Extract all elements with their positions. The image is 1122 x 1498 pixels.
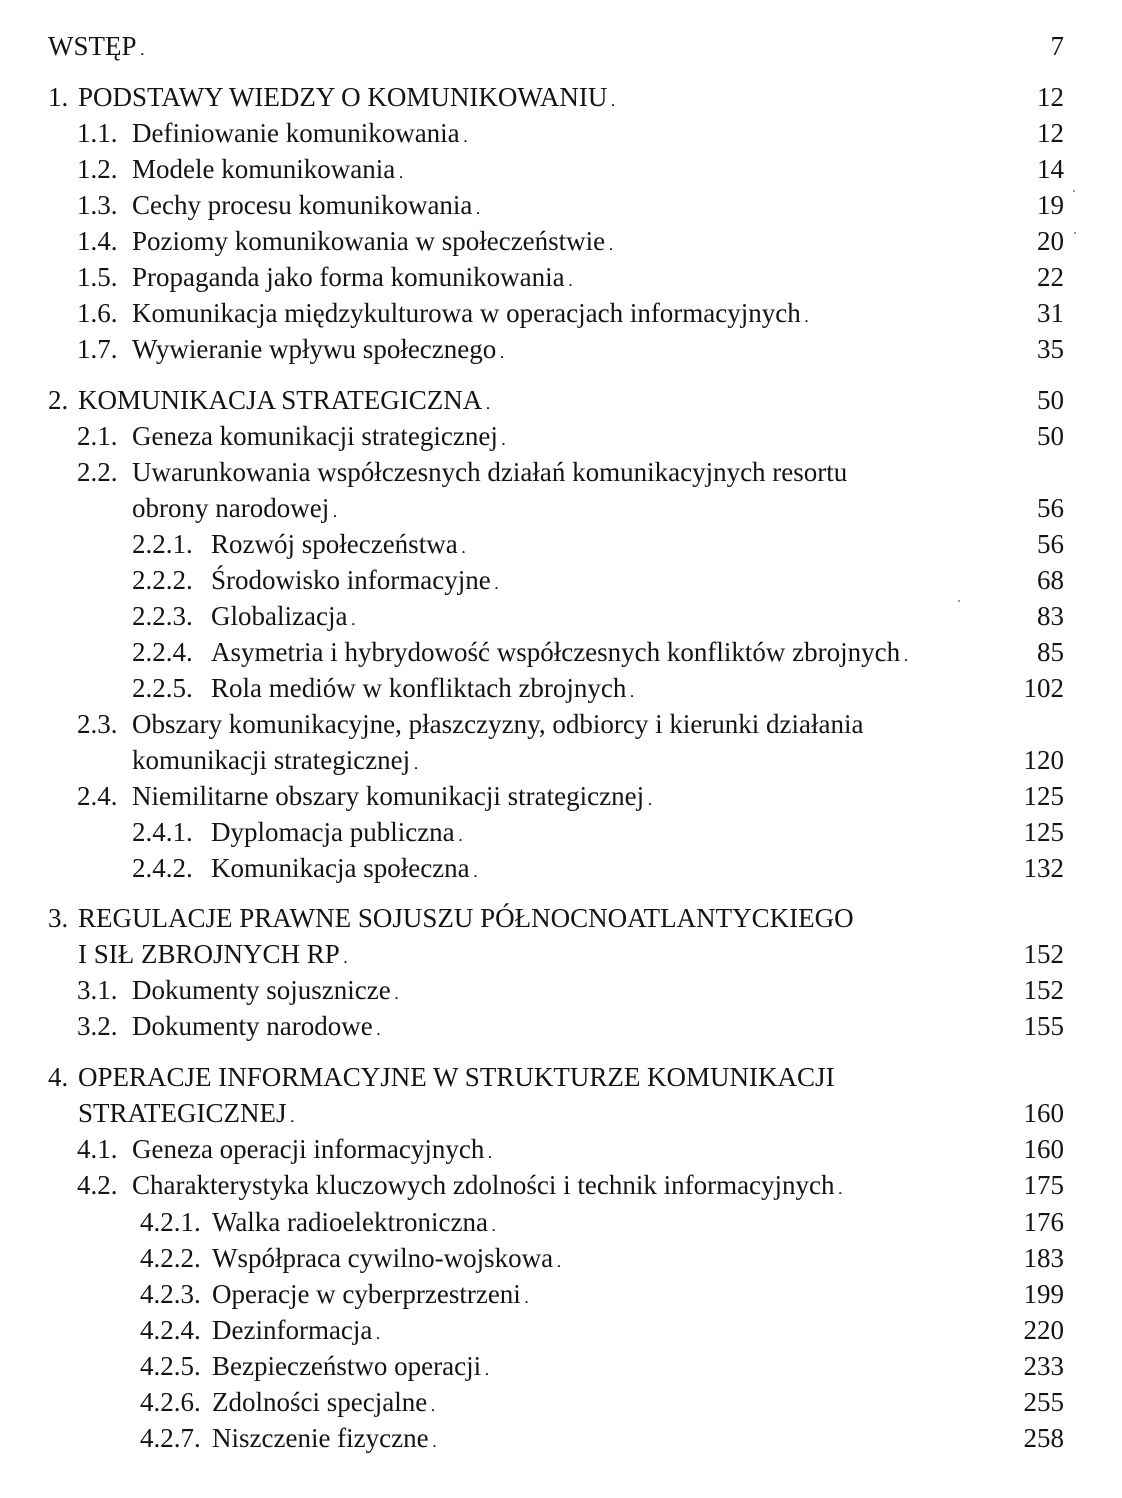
toc-title: komunikacji strategicznej [132, 745, 411, 775]
toc-entry [140, 1420, 1064, 1456]
toc-number: 1.5. [77, 262, 118, 292]
scan-speck [1074, 232, 1076, 234]
toc-title: I SIŁ ZBROJNYCH RP [78, 939, 340, 969]
toc-number: 2.2.3. [132, 601, 193, 631]
leader-dots [486, 382, 1033, 418]
toc-page-number: 12 [1037, 82, 1064, 112]
toc-number: 4.2.5. [140, 1351, 201, 1381]
toc-entry-wstep [48, 28, 1064, 64]
toc-page-number: 56 [1037, 529, 1064, 559]
toc-page-number: 199 [1023, 1279, 1064, 1309]
toc-page-number: 20 [1037, 226, 1064, 256]
toc-page-number: 12 [1037, 118, 1064, 148]
toc-title: Dezinformacja [212, 1315, 373, 1345]
leader-dots [648, 778, 1019, 814]
toc-page-number: 85 [1037, 637, 1064, 667]
toc-page-number: 132 [1023, 853, 1064, 883]
toc-entry [140, 1240, 1064, 1276]
leader-dots [431, 1384, 1019, 1420]
toc-page-number: 152 [1023, 975, 1064, 1005]
toc-title: Globalizacja [211, 601, 348, 631]
toc-title: Dokumenty sojusznicze [132, 975, 391, 1005]
toc-page-number: 155 [1023, 1011, 1064, 1041]
leader-dots [333, 490, 1033, 526]
toc-page-number: 125 [1023, 817, 1064, 847]
toc-entry [140, 1312, 1064, 1348]
toc-title: Poziomy komunikowania w społeczeństwie [132, 226, 606, 256]
toc-title: Cechy procesu komunikowania [132, 190, 473, 220]
leader-dots [488, 1131, 1019, 1167]
toc-number: 1. [48, 82, 69, 112]
toc-number: 2.4.1. [132, 817, 193, 847]
leader-dots [291, 1095, 1020, 1131]
toc-title: Rola mediów w konfliktach zbrojnych [211, 673, 627, 703]
toc-title: Definiowanie komunikowania [132, 118, 460, 148]
toc-number: 3. [48, 903, 69, 933]
toc-entry [77, 259, 1064, 295]
toc-entry [77, 295, 1064, 331]
toc-number: 4. [48, 1062, 69, 1092]
scan-speck [1073, 190, 1075, 192]
toc-title: Komunikacja międzykulturowa w operacjach informacyjnych [132, 298, 801, 328]
toc-chapter-4 [78, 1095, 1064, 1131]
leader-dots [485, 1348, 1019, 1384]
toc-entry [77, 972, 1064, 1008]
toc-number: 3.2. [77, 1011, 118, 1041]
leader-dots [569, 259, 1033, 295]
toc-title: Uwarunkowania współczesnych działań komunikacyjnych resortu [132, 457, 848, 487]
toc-title: OPERACJE INFORMACYJNE W STRUKTURZE KOMUNIKACJI [78, 1062, 835, 1092]
toc-entry [77, 1167, 1064, 1203]
leader-dots [502, 418, 1033, 454]
leader-dots [433, 1420, 1020, 1456]
leader-dots [476, 187, 1033, 223]
scan-speck [958, 600, 960, 602]
toc-number: 4.2.7. [140, 1423, 201, 1453]
toc-entry [77, 223, 1064, 259]
leader-dots [474, 850, 1020, 886]
leader-dots [351, 598, 1033, 634]
toc-title: REGULACJE PRAWNE SOJUSZU PÓŁNOCNOATLANTYCKIEGO [78, 903, 854, 933]
toc-entry [132, 814, 1064, 850]
toc-chapter-3-first-line [48, 900, 854, 936]
toc-page-number: 50 [1037, 421, 1064, 451]
toc-number: 1.2. [77, 154, 118, 184]
toc-title: Geneza operacji informacyjnych [132, 1134, 485, 1164]
leader-dots [462, 526, 1033, 562]
toc-title: Niemilitarne obszary komunikacji strategicznej [132, 781, 645, 811]
toc-entry [132, 634, 1064, 670]
toc-entry [140, 1276, 1064, 1312]
toc-title: Dyplomacja publiczna [211, 817, 455, 847]
toc-title: Operacje w cyberprzestrzeni [212, 1279, 521, 1309]
leader-dots [904, 634, 1033, 670]
leader-dots [500, 331, 1033, 367]
toc-chapter-1 [48, 79, 1064, 115]
toc-entry [140, 1204, 1064, 1240]
toc-page-number: 160 [1023, 1098, 1064, 1128]
leader-dots [395, 972, 1020, 1008]
leader-dots [399, 151, 1033, 187]
toc-number: 1.7. [77, 334, 118, 364]
toc-number: 2.1. [77, 421, 118, 451]
leader-dots [492, 1204, 1020, 1240]
leader-dots [376, 1312, 1019, 1348]
toc-title: Geneza komunikacji strategicznej [132, 421, 498, 451]
toc-number: 2. [48, 385, 69, 415]
leader-dots [344, 936, 1020, 972]
toc-number: 4.2. [77, 1170, 118, 1200]
toc-entry [77, 115, 1064, 151]
toc-title: Propaganda jako forma komunikowania [132, 262, 565, 292]
leader-dots [630, 670, 1019, 706]
toc-entry [77, 331, 1064, 367]
toc-page-number: 50 [1037, 385, 1064, 415]
toc-title: Modele komunikowania [132, 154, 396, 184]
toc-number: 2.2. [77, 457, 118, 487]
toc-title: Rozwój społeczeństwa [211, 529, 458, 559]
leader-dots [495, 562, 1033, 598]
leader-dots [459, 814, 1020, 850]
toc-page-number: 7 [1050, 31, 1064, 61]
toc-number: 4.2.6. [140, 1387, 201, 1417]
toc-title: Współpraca cywilno-wojskowa [212, 1243, 554, 1273]
toc-entry [140, 1348, 1064, 1384]
toc-title: Walka radioelektroniczna [212, 1207, 488, 1237]
toc-page-number: 56 [1037, 493, 1064, 523]
leader-dots [377, 1008, 1020, 1044]
toc-page-number: 220 [1023, 1315, 1064, 1345]
toc-entry [140, 1384, 1064, 1420]
toc-page-number: 35 [1037, 334, 1064, 364]
toc-chapter-2 [48, 382, 1064, 418]
toc-title: Obszary komunikacyjne, płaszczyzny, odbiorcy i kierunki działania [132, 709, 864, 739]
toc-title: STRATEGICZNEJ [78, 1098, 287, 1128]
toc-number: 4.2.2. [140, 1243, 201, 1273]
leader-dots [525, 1276, 1020, 1312]
toc-page-number: 68 [1037, 565, 1064, 595]
toc-title: Wywieranie wpływu społecznego [132, 334, 497, 364]
toc-number: 2.2.2. [132, 565, 193, 595]
toc-number: 1.4. [77, 226, 118, 256]
toc-entry-first-line [77, 454, 847, 490]
toc-number: 4.2.3. [140, 1279, 201, 1309]
toc-number: 4.1. [77, 1134, 118, 1164]
toc-number: 1.3. [77, 190, 118, 220]
toc-page-number: 83 [1037, 601, 1064, 631]
toc-chapter-4-first-line [48, 1059, 835, 1095]
leader-dots [609, 223, 1033, 259]
toc-number: 2.2.1. [132, 529, 193, 559]
toc-entry [132, 526, 1064, 562]
toc-entry [132, 598, 1064, 634]
toc-page-number: 152 [1023, 939, 1064, 969]
toc-number: 4.2.4. [140, 1315, 201, 1345]
toc-title: Charakterystyka kluczowych zdolności i technik informacyjnych [132, 1170, 835, 1200]
toc-page-number: 176 [1023, 1207, 1064, 1237]
leader-dots [839, 1167, 1020, 1203]
toc-entry [77, 778, 1064, 814]
toc-entry [132, 850, 1064, 886]
toc-title: Dokumenty narodowe [132, 1011, 373, 1041]
leader-dots [557, 1240, 1019, 1276]
toc-number: 2.2.4. [132, 637, 193, 667]
toc-entry [132, 670, 1064, 706]
toc-number: 4.2.1. [140, 1207, 201, 1237]
toc-number: 2.4. [77, 781, 118, 811]
toc-page-number: 125 [1023, 781, 1064, 811]
toc-title: WSTĘP [48, 31, 137, 61]
toc-entry [77, 151, 1064, 187]
leader-dots [805, 295, 1033, 331]
toc-entry [77, 187, 1064, 223]
toc-number: 2.2.5. [132, 673, 193, 703]
leader-dots [141, 28, 1047, 64]
toc-title: Komunikacja społeczna [211, 853, 470, 883]
toc-entry-first-line [77, 706, 864, 742]
toc-number: 1.1. [77, 118, 118, 148]
toc-page-number: 22 [1037, 262, 1064, 292]
toc-title: Niszczenie fizyczne [212, 1423, 429, 1453]
toc-page-number: 120 [1023, 745, 1064, 775]
toc-number: 3.1. [77, 975, 118, 1005]
toc-page-number: 183 [1023, 1243, 1064, 1273]
toc-page-number: 258 [1023, 1423, 1064, 1453]
toc-title: PODSTAWY WIEDZY O KOMUNIKOWANIU [78, 82, 608, 112]
toc-title: Bezpieczeństwo operacji [212, 1351, 482, 1381]
toc-entry [77, 418, 1064, 454]
toc-chapter-3 [78, 936, 1064, 972]
toc-page-number: 102 [1023, 673, 1064, 703]
toc-page-number: 233 [1023, 1351, 1064, 1381]
toc-entry [77, 1131, 1064, 1167]
toc-page-number: 175 [1023, 1170, 1064, 1200]
toc-entry-continuation [132, 490, 1064, 526]
toc-title: KOMUNIKACJA STRATEGICZNA [78, 385, 483, 415]
toc-page-number: 19 [1037, 190, 1064, 220]
toc-title: Zdolności specjalne [212, 1387, 428, 1417]
toc-number: 2.4.2. [132, 853, 193, 883]
toc-number: 2.3. [77, 709, 118, 739]
toc-title: Asymetria i hybrydowość współczesnych konfliktów zbrojnych [211, 637, 901, 667]
toc-page-number: 255 [1023, 1387, 1064, 1417]
toc-entry [132, 562, 1064, 598]
toc-page-number: 160 [1023, 1134, 1064, 1164]
toc-entry [77, 1008, 1064, 1044]
leader-dots [611, 79, 1033, 115]
toc-title: obrony narodowej [132, 493, 330, 523]
toc-page-number: 14 [1037, 154, 1064, 184]
leader-dots [464, 115, 1033, 151]
leader-dots [414, 742, 1019, 778]
toc-number: 1.6. [77, 298, 118, 328]
toc-page-number: 31 [1037, 298, 1064, 328]
toc-title: Środowisko informacyjne [211, 565, 491, 595]
toc-entry-continuation [132, 742, 1064, 778]
